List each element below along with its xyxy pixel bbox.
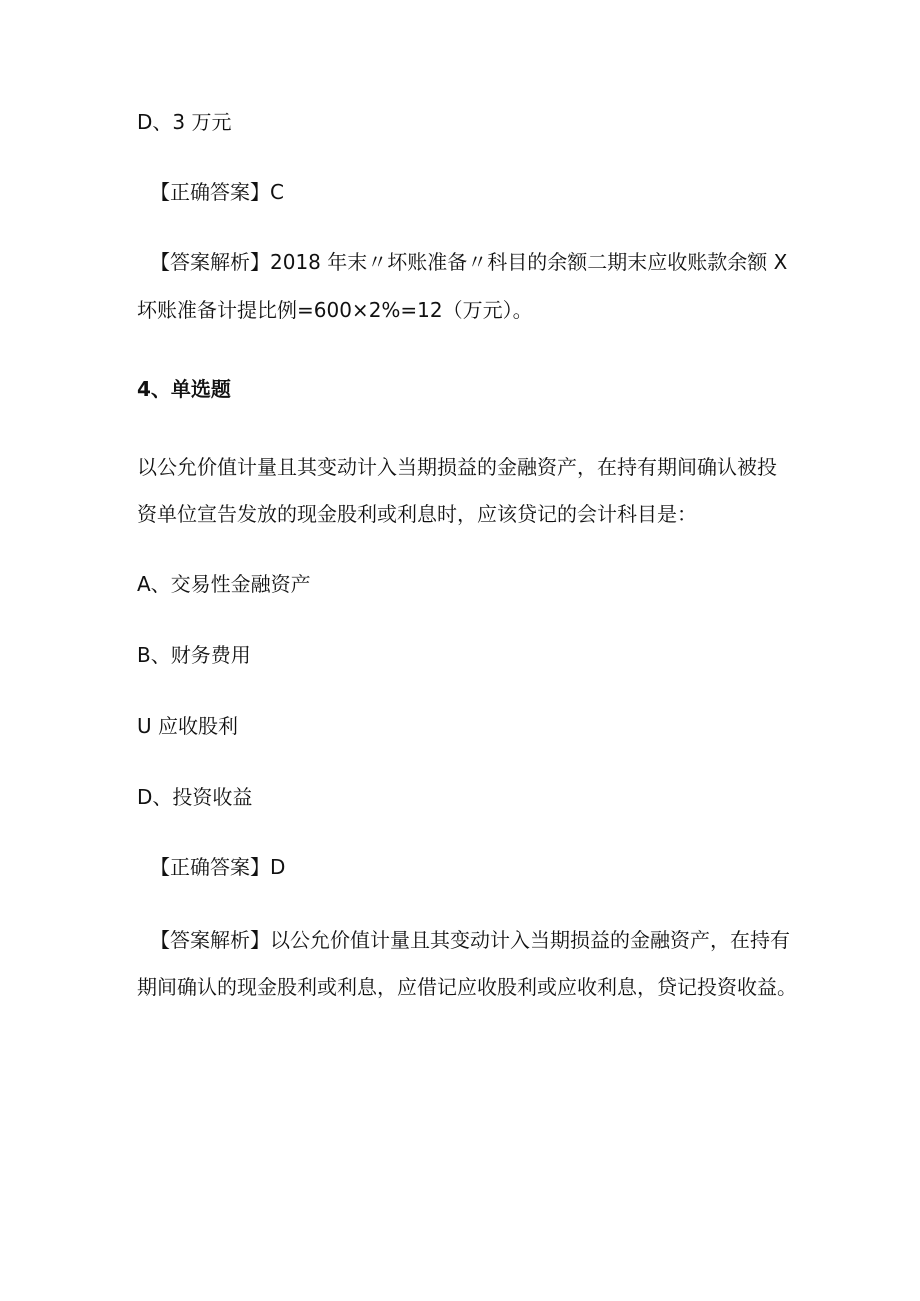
question-4-stem-line2: 资单位宣告发放的现金股利或利息时，应该贷记的会计科目是： [137,502,697,526]
option-a: A、交易性金融资产 [137,572,311,596]
prev-correct-answer: 【正确答案】C [150,180,284,204]
option-d: D、投资收益 [137,785,253,809]
analysis-line1: 【答案解析】以公允价值计量且其变动计入当期损益的金融资产，在持有 [150,928,790,952]
correct-answer: 【正确答案】D [150,855,286,879]
prev-analysis-line1: 【答案解析】2018 年末〃坏账准备〃科目的余额二期末应收账款余额 X [150,250,788,274]
prev-analysis-line2: 坏账准备计提比例=600×2%=12（万元）。 [137,298,533,322]
question-4-stem-line1: 以公允价值计量且其变动计入当期损益的金融资产，在持有期间确认被投 [137,455,777,479]
option-b: B、财务费用 [137,643,251,667]
option-c: U 应收股利 [137,714,238,738]
question-4-title: 4、单选题 [137,377,231,401]
prev-option-d: D、3 万元 [137,110,232,134]
analysis-line2: 期间确认的现金股利或利息，应借记应收股利或应收利息，贷记投资收益。 [137,975,797,999]
